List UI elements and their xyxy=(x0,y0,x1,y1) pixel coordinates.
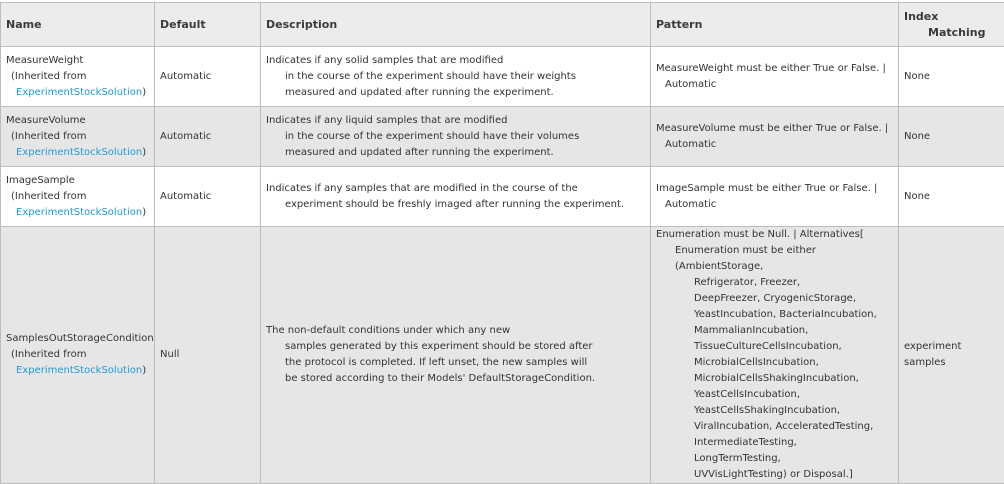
inherited-prefix: (Inherited from xyxy=(11,191,86,202)
description-line: Indicates if any liquid samples that are modified xyxy=(266,113,645,129)
pattern-line: MammalianIncubation, xyxy=(656,323,893,339)
inherited-source-link[interactable]: ExperimentStockSolution xyxy=(16,87,142,98)
table-row xyxy=(1,47,1004,107)
index-matching-cell: None xyxy=(899,107,1004,167)
option-name: SamplesOutStorageCondition xyxy=(6,331,149,347)
inherited-source-link[interactable]: ExperimentStockSolution xyxy=(16,207,142,218)
pattern-cell xyxy=(651,107,899,167)
pattern-line: Enumeration must be Null. | Alternatives[ xyxy=(656,227,893,243)
name-cell xyxy=(1,107,155,167)
description-line: The non-default conditions under which any new xyxy=(266,323,645,339)
inherited-prefix: (Inherited from xyxy=(11,349,86,360)
inherited-suffix: ) xyxy=(142,147,146,158)
option-name: ImageSample xyxy=(6,173,149,189)
options-table xyxy=(0,2,1004,484)
header-pattern: Pattern xyxy=(651,3,899,47)
name-cell xyxy=(1,227,155,484)
inherited-source-link[interactable]: ExperimentStockSolution xyxy=(16,147,142,158)
description-line: Indicates if any solid samples that are modified xyxy=(266,53,645,69)
pattern-line: UVVisLightTesting) or Disposal.] xyxy=(656,467,893,483)
default-cell: Automatic xyxy=(155,47,261,107)
pattern-cell xyxy=(651,167,899,227)
description-line: the protocol is completed. If left unset, the new samples will xyxy=(266,355,645,371)
description-line: in the course of the experiment should have their volumes xyxy=(266,129,645,145)
pattern-line: Automatic xyxy=(656,137,893,153)
table-row xyxy=(1,227,1004,484)
pattern-line: LongTermTesting, xyxy=(656,451,893,467)
pattern-line: ImageSample must be either True or False. | xyxy=(656,181,893,197)
inherited-source xyxy=(6,205,149,221)
header-default: Default xyxy=(155,3,261,47)
pattern-line: MicrobialCellsIncubation, xyxy=(656,355,893,371)
description-line: in the course of the experiment should have their weights xyxy=(266,69,645,85)
default-cell: Automatic xyxy=(155,167,261,227)
name-cell xyxy=(1,47,155,107)
description-cell xyxy=(261,167,651,227)
inherited-note xyxy=(6,129,149,145)
inherited-prefix: (Inherited from xyxy=(11,71,86,82)
inherited-source xyxy=(6,145,149,161)
inherited-suffix: ) xyxy=(142,87,146,98)
pattern-line: IntermediateTesting, xyxy=(656,435,893,451)
header-index-matching xyxy=(899,3,1004,47)
pattern-line: YeastIncubation, BacteriaIncubation, xyxy=(656,307,893,323)
header-index-line1: Index xyxy=(904,9,999,25)
pattern-cell xyxy=(651,47,899,107)
pattern-line: Refrigerator, Freezer, xyxy=(656,275,893,291)
header-index-line2: Matching xyxy=(904,25,999,41)
pattern-line: Enumeration must be either (AmbientStorage, xyxy=(656,243,893,275)
header-row xyxy=(1,3,1004,47)
description-line: measured and updated after running the experiment. xyxy=(266,85,645,101)
description-line: experiment should be freshly imaged after running the experiment. xyxy=(266,197,645,213)
index-matching-cell: None xyxy=(899,167,1004,227)
inherited-suffix: ) xyxy=(142,365,146,376)
inherited-prefix: (Inherited from xyxy=(11,131,86,142)
table-row xyxy=(1,107,1004,167)
header-name: Name xyxy=(1,3,155,47)
description-cell xyxy=(261,47,651,107)
inherited-source xyxy=(6,85,149,101)
inherited-suffix: ) xyxy=(142,207,146,218)
index-matching-cell: experiment samples xyxy=(899,227,1004,484)
default-cell: Automatic xyxy=(155,107,261,167)
pattern-line: MeasureWeight must be either True or False. | xyxy=(656,61,893,77)
default-cell: Null xyxy=(155,227,261,484)
description-cell xyxy=(261,227,651,484)
pattern-line: DeepFreezer, CryogenicStorage, xyxy=(656,291,893,307)
inherited-note xyxy=(6,189,149,205)
option-name: MeasureWeight xyxy=(6,53,149,69)
option-name: MeasureVolume xyxy=(6,113,149,129)
pattern-line: Automatic xyxy=(656,197,893,213)
description-line: measured and updated after running the experiment. xyxy=(266,145,645,161)
pattern-line: Automatic xyxy=(656,77,893,93)
pattern-line: MicrobialCellsShakingIncubation, xyxy=(656,371,893,387)
description-line: be stored according to their Models' DefaultStorageCondition. xyxy=(266,371,645,387)
inherited-note xyxy=(6,347,149,363)
pattern-line: MeasureVolume must be either True or False. | xyxy=(656,121,893,137)
description-line: samples generated by this experiment should be stored after xyxy=(266,339,645,355)
inherited-note xyxy=(6,69,149,85)
inherited-source-link[interactable]: ExperimentStockSolution xyxy=(16,365,142,376)
pattern-line: YeastCellsIncubation, xyxy=(656,387,893,403)
description-cell xyxy=(261,107,651,167)
description-line: Indicates if any samples that are modified in the course of the xyxy=(266,181,645,197)
pattern-line: TissueCultureCellsIncubation, xyxy=(656,339,893,355)
pattern-line: YeastCellsShakingIncubation, xyxy=(656,403,893,419)
header-description: Description xyxy=(261,3,651,47)
table-row xyxy=(1,167,1004,227)
inherited-source xyxy=(6,363,149,379)
name-cell xyxy=(1,167,155,227)
index-matching-cell: None xyxy=(899,47,1004,107)
pattern-line: ViralIncubation, AcceleratedTesting, xyxy=(656,419,893,435)
pattern-cell xyxy=(651,227,899,484)
